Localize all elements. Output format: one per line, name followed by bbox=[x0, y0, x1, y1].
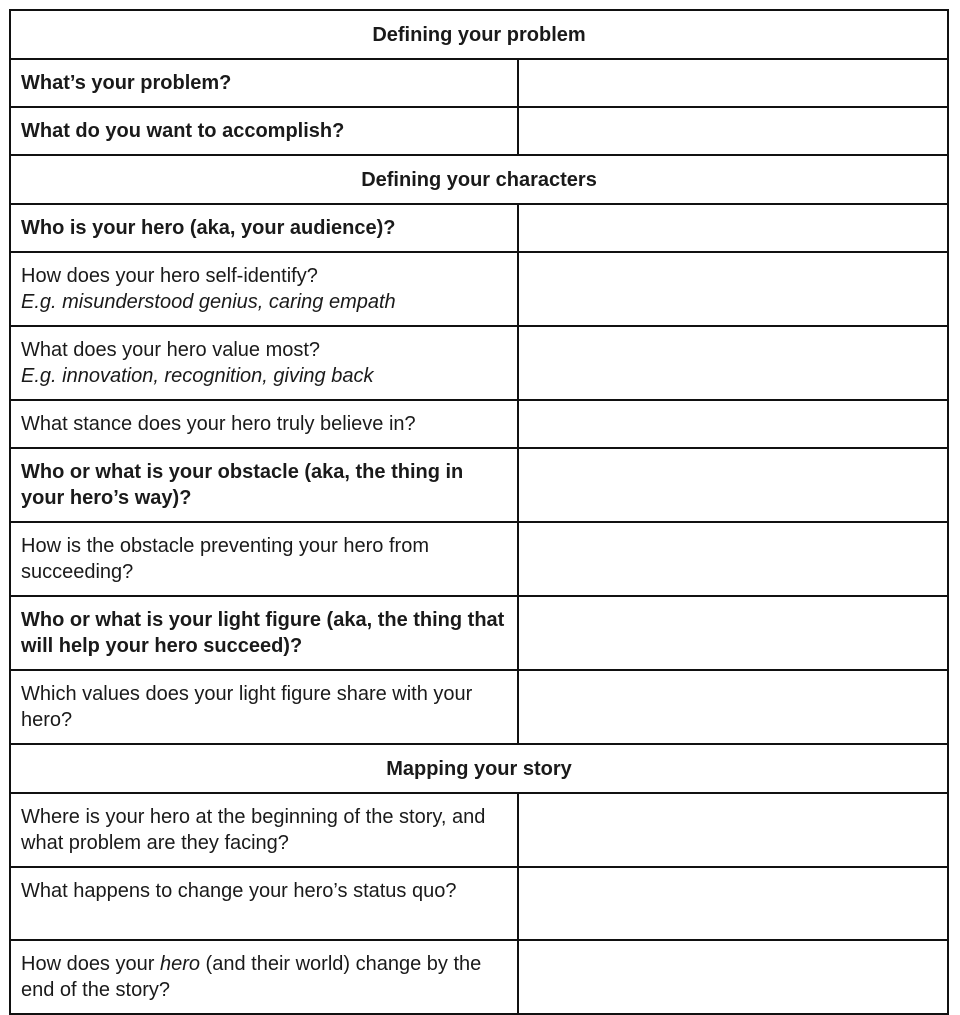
answer-cell[interactable] bbox=[518, 596, 948, 670]
section-title: Defining your problem bbox=[10, 10, 948, 59]
question-cell bbox=[10, 326, 518, 400]
answer-cell[interactable] bbox=[518, 59, 948, 107]
question-cell: What stance does your hero truly believe in? bbox=[10, 400, 518, 448]
question-cell: What’s your problem? bbox=[10, 59, 518, 107]
section-header-story bbox=[10, 744, 948, 793]
answer-cell[interactable] bbox=[518, 252, 948, 326]
table-row bbox=[10, 867, 948, 940]
answer-cell[interactable] bbox=[518, 867, 948, 940]
question-cell: Who or what is your light figure (aka, the thing that will help your hero succeed)? bbox=[10, 596, 518, 670]
question-text-end: (and their world) change by the end of the story? bbox=[21, 953, 482, 1001]
table-row bbox=[10, 252, 948, 326]
section-header-problem bbox=[10, 10, 948, 59]
question-cell bbox=[10, 252, 518, 326]
answer-cell[interactable] bbox=[518, 400, 948, 448]
table-row bbox=[10, 596, 948, 670]
table-row bbox=[10, 522, 948, 596]
table-row bbox=[10, 670, 948, 744]
question-cell: What do you want to accomplish? bbox=[10, 107, 518, 155]
question-cell: Who is your hero (aka, your audience)? bbox=[10, 204, 518, 252]
table-row bbox=[10, 400, 948, 448]
question-text-start: How does your bbox=[21, 953, 160, 975]
answer-cell[interactable] bbox=[518, 448, 948, 522]
table-row bbox=[10, 940, 948, 1014]
table-row bbox=[10, 107, 948, 155]
question-cell: Where is your hero at the beginning of the story, and what problem are they facing? bbox=[10, 793, 518, 867]
question-text: How does your hero self-identify? bbox=[21, 265, 318, 287]
answer-cell[interactable] bbox=[518, 522, 948, 596]
table-row bbox=[10, 448, 948, 522]
question-text: What does your hero value most? bbox=[21, 339, 321, 361]
question-cell: Which values does your light figure share with your hero? bbox=[10, 670, 518, 744]
table-row bbox=[10, 59, 948, 107]
question-cell: What happens to change your hero’s status quo? bbox=[10, 867, 518, 940]
question-cell bbox=[10, 940, 518, 1014]
section-title: Mapping your story bbox=[10, 744, 948, 793]
question-example: E.g. misunderstood genius, caring empath bbox=[21, 291, 396, 313]
question-cell: How is the obstacle preventing your hero from succeeding? bbox=[10, 522, 518, 596]
table-row bbox=[10, 326, 948, 400]
question-example: E.g. innovation, recognition, giving back bbox=[21, 365, 374, 387]
answer-cell[interactable] bbox=[518, 940, 948, 1014]
answer-cell[interactable] bbox=[518, 793, 948, 867]
answer-cell[interactable] bbox=[518, 204, 948, 252]
story-worksheet-table bbox=[9, 9, 949, 1015]
table-row bbox=[10, 204, 948, 252]
question-emphasis: hero bbox=[159, 953, 200, 975]
answer-cell[interactable] bbox=[518, 107, 948, 155]
answer-cell[interactable] bbox=[518, 326, 948, 400]
table-row bbox=[10, 793, 948, 867]
question-cell: Who or what is your obstacle (aka, the thing in your hero’s way)? bbox=[10, 448, 518, 522]
section-header-characters bbox=[10, 155, 948, 204]
answer-cell[interactable] bbox=[518, 670, 948, 744]
section-title: Defining your characters bbox=[10, 155, 948, 204]
